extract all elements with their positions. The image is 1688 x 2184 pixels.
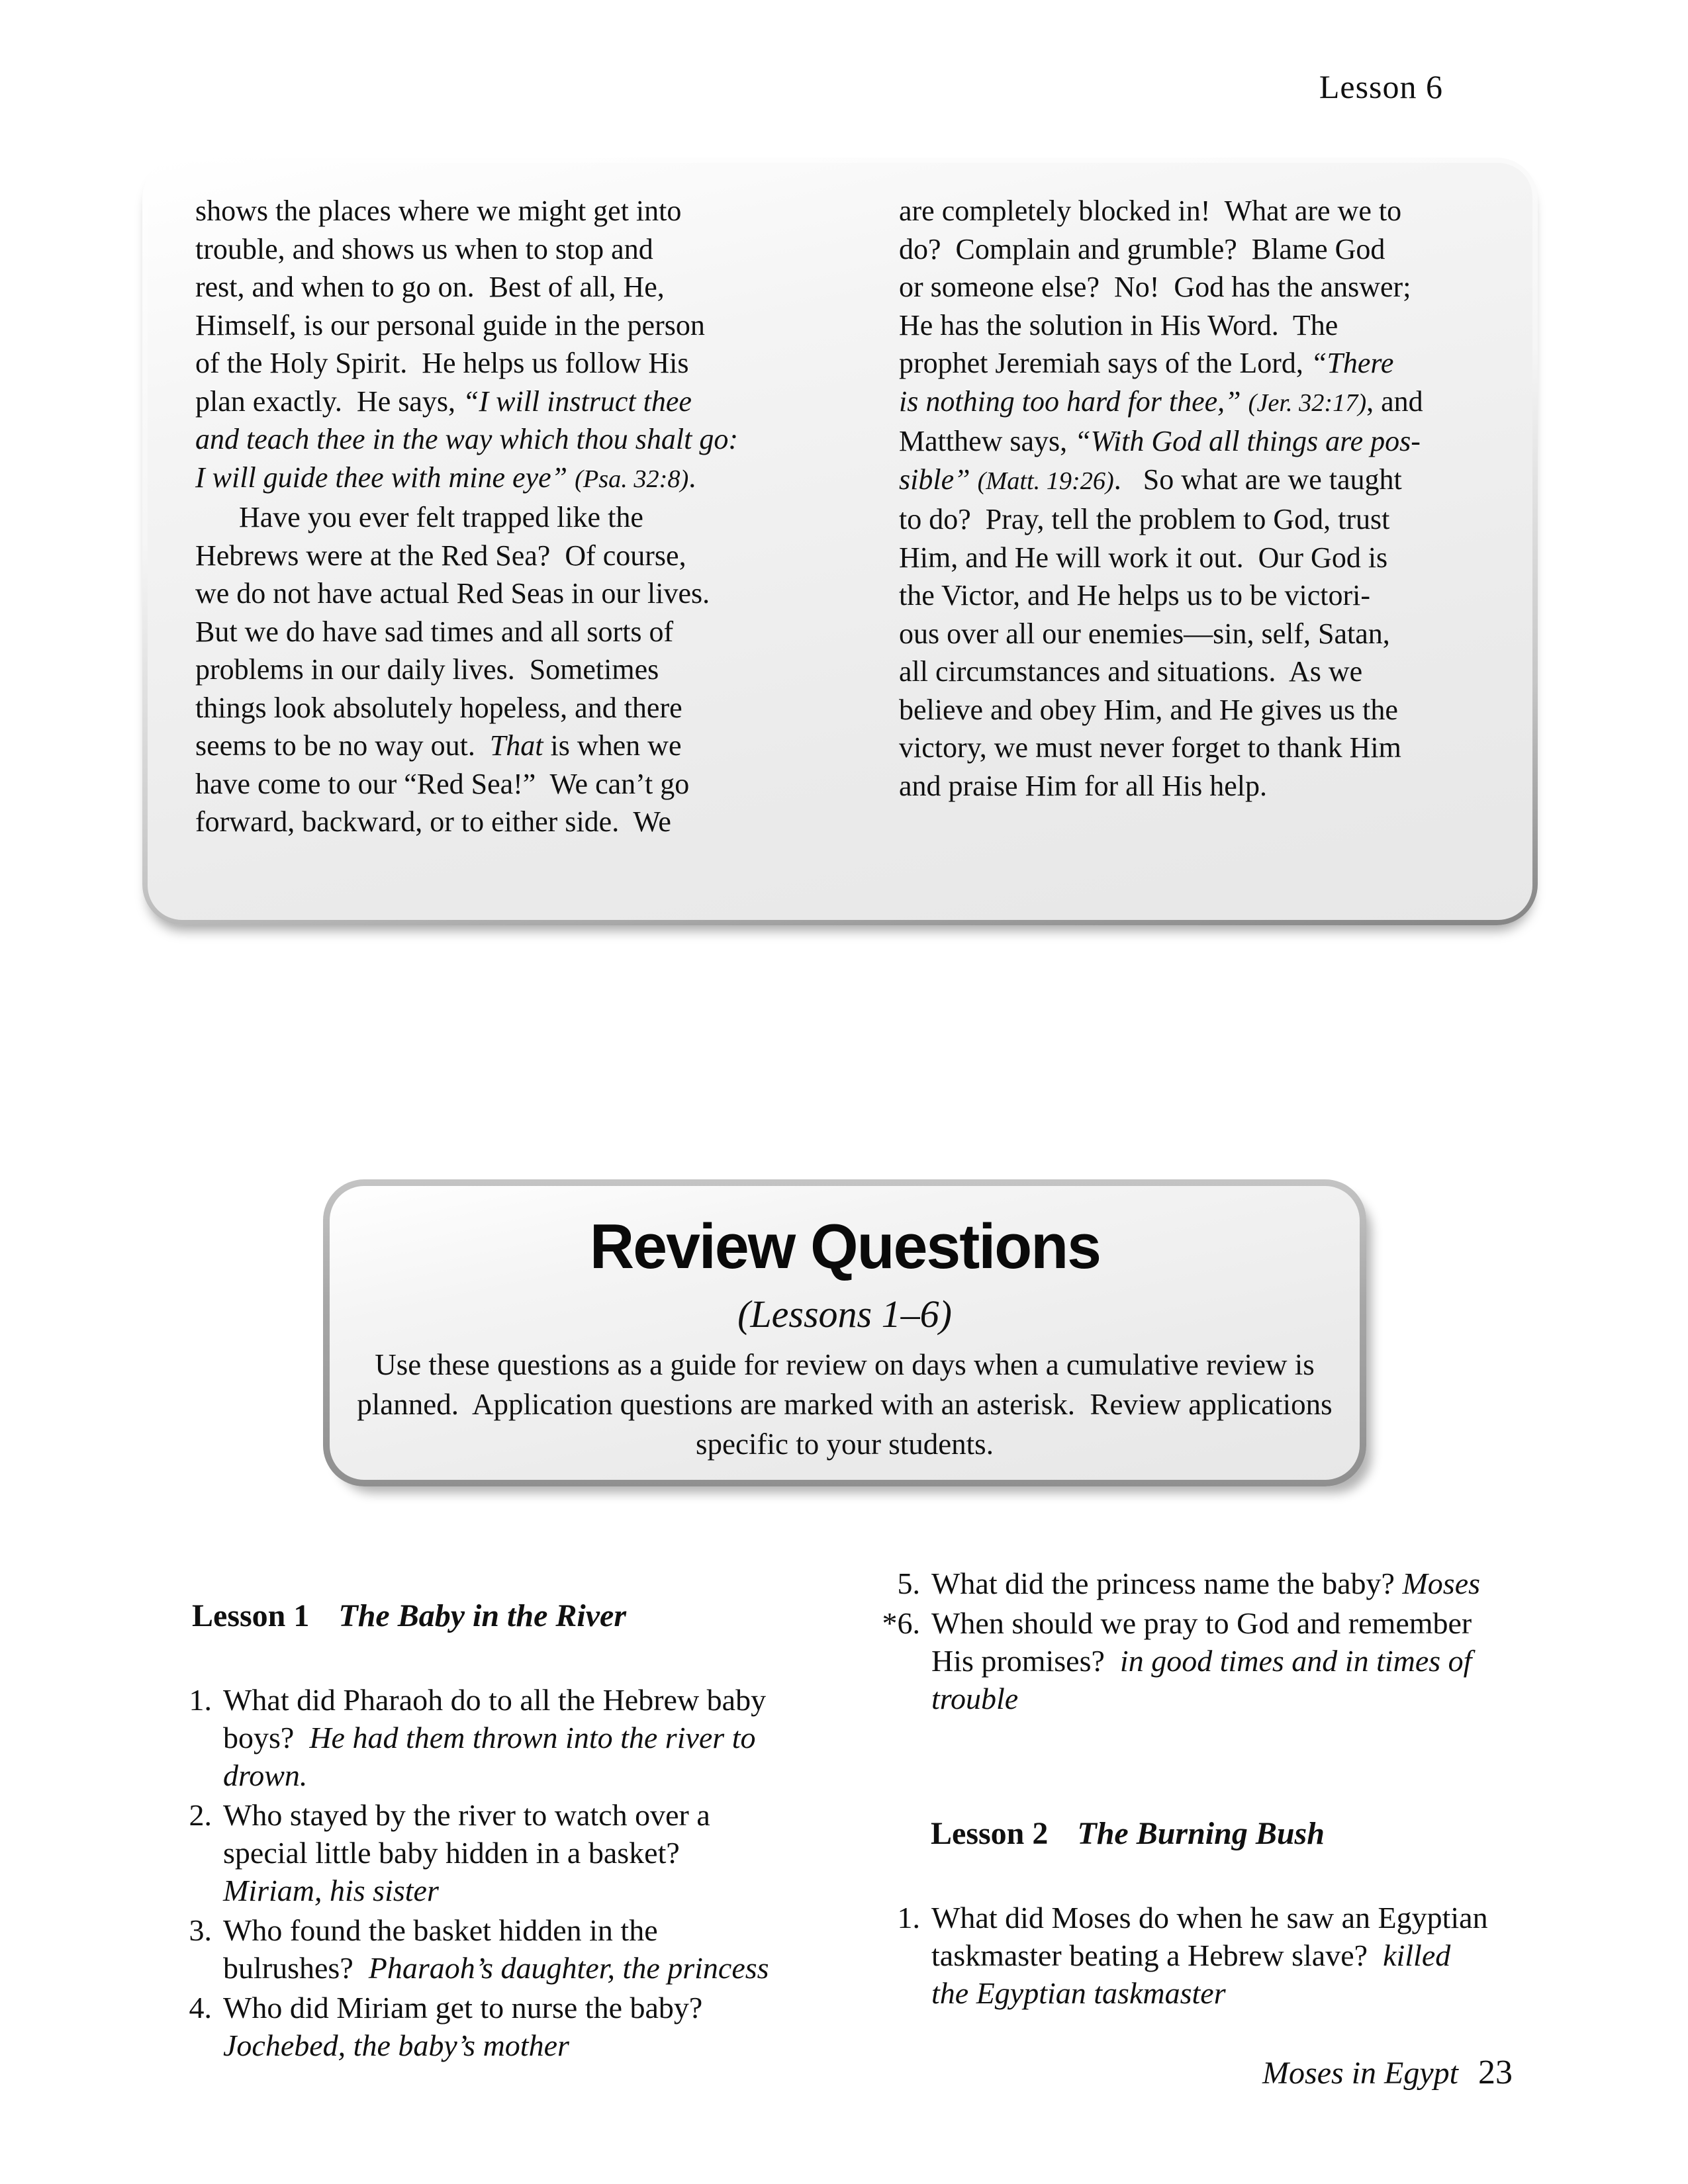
text-line	[195, 613, 818, 651]
text-line	[195, 230, 818, 269]
lesson2-heading	[867, 1774, 1609, 1893]
text-line	[195, 268, 818, 306]
lesson1-heading	[144, 1557, 846, 1676]
text-line	[899, 383, 1521, 423]
review-questions-title: Review Questions	[589, 1211, 1100, 1282]
text-line	[195, 574, 818, 613]
lesson2-questions	[867, 1899, 1609, 2012]
text-segment: “I will instruct thee	[463, 385, 692, 418]
text-segment: Who did Miriam get to nurse the baby?	[223, 1991, 710, 2025]
text-segment: rest, and when to go on. Best of all, He,	[195, 271, 665, 303]
text-line	[195, 689, 818, 727]
text-line	[195, 420, 818, 459]
text-segment: Himself, is our personal guide in the person	[195, 308, 705, 341]
text-line	[195, 344, 818, 383]
text-line	[899, 268, 1521, 306]
text-segment: Who found the basket hidden in the bulrushes?	[223, 1913, 666, 1985]
text-line	[899, 192, 1521, 230]
question-row	[867, 1604, 1609, 1717]
text-line	[899, 767, 1521, 805]
question-number: 1.	[897, 1901, 920, 1934]
text-segment: (Matt. 19:26)	[977, 467, 1114, 495]
text-segment: “There	[1310, 347, 1394, 379]
text-segment: to do? Pray, tell the problem to God, trust	[899, 503, 1390, 535]
question-number: *6.	[882, 1606, 920, 1640]
text-segment: When should we pray to God and remember His promises?	[931, 1606, 1479, 1678]
story-column-right	[899, 192, 1521, 841]
text-line	[899, 230, 1521, 269]
text-segment: killed the Egyptian taskmaster	[931, 1938, 1458, 2010]
text-segment: Miriam, his sister	[223, 1874, 439, 1907]
question-row	[144, 1681, 846, 1794]
text-segment: and praise Him for all His help.	[899, 769, 1267, 802]
question-number: 2.	[189, 1798, 212, 1832]
text-line	[195, 383, 818, 421]
lesson1-questions-left	[144, 1681, 846, 2064]
review-questions-subtitle: (Lessons 1–6)	[737, 1293, 952, 1336]
text-segment: in good times and in times of trouble	[931, 1644, 1479, 1715]
text-segment: Pharaoh’s daughter, the princess	[368, 1951, 769, 1985]
story-box-surface	[148, 163, 1532, 920]
text-segment: have come to our “Red Sea!” We can’t go	[195, 767, 690, 800]
text-segment: Who stayed by the river to watch over a special little baby hidden in a basket?	[223, 1798, 718, 1870]
question-row	[144, 1989, 846, 2064]
text-segment: forward, backward, or to either side. We	[195, 805, 671, 838]
text-line	[195, 727, 818, 765]
text-segment: and teach thee in the way which thou shalt go:	[195, 423, 738, 455]
text-line	[899, 691, 1521, 729]
question-row	[867, 1899, 1609, 2012]
text-line	[899, 306, 1521, 345]
text-segment: He had them thrown into the river to drown.	[223, 1721, 763, 1792]
text-segment: we do not have actual Red Seas in our lives.	[195, 577, 710, 610]
text-segment	[1241, 385, 1248, 418]
question-text	[931, 1899, 1494, 2012]
text-segment: trouble, and shows us when to stop and	[195, 232, 653, 265]
text-segment: problems in our daily lives. Sometimes	[195, 653, 659, 686]
question-number: 5.	[897, 1567, 920, 1600]
question-text	[223, 1911, 786, 1987]
text-segment: things look absolutely hopeless, and there	[195, 691, 682, 724]
text-segment: Have you ever felt trapped like the	[239, 501, 643, 533]
lesson1-title: The Baby in the River	[338, 1598, 627, 1633]
text-line	[195, 803, 818, 841]
text-segment: or someone else? No! God has the answer;	[899, 271, 1411, 303]
text-line	[195, 192, 818, 230]
text-line	[195, 498, 818, 537]
text-segment	[567, 461, 575, 494]
text-segment: are completely blocked in! What are we to	[899, 195, 1402, 227]
story-box	[142, 158, 1538, 925]
text-line	[899, 653, 1521, 691]
text-line	[195, 537, 818, 575]
text-segment: .	[688, 461, 696, 494]
text-segment: Jochebed, the baby’s mother	[223, 2028, 569, 2062]
text-segment: , and	[1366, 385, 1423, 418]
text-line	[899, 615, 1521, 653]
text-segment: Him, and He will work it out. Our God is	[899, 541, 1388, 574]
text-segment: of the Holy Spirit. He helps us follow His	[195, 347, 689, 379]
text-line	[899, 576, 1521, 615]
text-line	[195, 765, 818, 803]
text-segment: is when we	[543, 729, 682, 762]
text-line	[195, 651, 818, 689]
text-segment: Moses	[1402, 1567, 1481, 1600]
text-segment: all circumstances and situations. As we	[899, 655, 1363, 688]
text-line	[899, 729, 1521, 767]
text-line	[195, 459, 818, 499]
text-line	[899, 500, 1521, 539]
text-segment: ous over all our enemies—sin, self, Satan,	[899, 617, 1390, 650]
text-segment: What did Moses do when he saw an Egyptian taskmaster beating a Hebrew slave?	[931, 1901, 1496, 1972]
qa-column-right	[867, 1557, 1609, 2014]
lesson2-label: Lesson 2	[931, 1816, 1049, 1851]
text-segment: “With God all things are pos-	[1074, 425, 1421, 457]
question-text	[931, 1565, 1494, 1602]
text-segment: the Victor, and He helps us to be victori-	[899, 579, 1371, 612]
footer-book-title: Moses in Egypt	[1262, 2056, 1458, 2091]
text-segment: Matthew says,	[899, 425, 1075, 457]
text-segment: sible”	[899, 463, 970, 496]
text-segment: He has the solution in His Word. The	[899, 308, 1338, 341]
text-segment	[970, 463, 978, 496]
question-number: 4.	[189, 1991, 212, 2025]
text-segment: (Psa. 32:8)	[575, 465, 689, 493]
footer-page-number: 23	[1478, 2054, 1513, 2091]
story-columns	[148, 163, 1532, 841]
question-row	[867, 1565, 1609, 1602]
text-segment: victory, we must never forget to thank Him	[899, 731, 1401, 764]
text-segment: But we do have sad times and all sorts of	[195, 615, 674, 648]
text-line	[195, 306, 818, 345]
text-line	[899, 422, 1521, 461]
question-row	[144, 1796, 846, 1909]
question-text	[931, 1604, 1494, 1717]
text-line	[899, 344, 1521, 383]
lesson1-questions-right	[867, 1565, 1609, 1717]
text-segment: believe and obey Him, and He gives us the	[899, 693, 1398, 726]
text-line	[899, 539, 1521, 577]
review-questions-surface	[330, 1186, 1360, 1480]
text-segment: That	[489, 729, 543, 762]
question-row	[144, 1911, 846, 1987]
text-segment: Hebrews were at the Red Sea? Of course,	[195, 539, 686, 572]
lesson1-label: Lesson 1	[192, 1598, 310, 1633]
text-segment: prophet Jeremiah says of the Lord,	[899, 347, 1311, 379]
lesson2-title: The Burning Bush	[1077, 1816, 1325, 1851]
page-footer	[1262, 2053, 1513, 2092]
text-segment: shows the places where we might get into	[195, 195, 682, 227]
question-number: 1.	[189, 1683, 212, 1717]
text-line	[899, 461, 1521, 501]
text-segment: What did the princess name the baby?	[931, 1567, 1403, 1600]
story-column-left	[195, 192, 818, 841]
question-number: 3.	[189, 1913, 212, 1947]
text-segment: plan exactly. He says,	[195, 385, 463, 418]
lesson2-block	[867, 1774, 1609, 2012]
question-text	[223, 1989, 786, 2064]
text-segment: seems to be no way out.	[195, 729, 490, 762]
text-segment: I will guide thee with mine eye”	[195, 461, 568, 494]
text-segment: What did Pharaoh do to all the Hebrew baby boys?	[223, 1683, 774, 1754]
page-header-lesson: Lesson 6	[1319, 68, 1443, 105]
text-segment: is nothing too hard for thee,”	[899, 385, 1241, 418]
qa-column-left	[144, 1557, 846, 2066]
question-text	[223, 1796, 786, 1909]
question-text	[223, 1681, 786, 1794]
review-questions-instructions: Use these questions as a guide for review on days when a cumulative review is planned. Application questions are marked with an asterisk. Review applications specific to your students.	[357, 1347, 1340, 1461]
review-questions-box	[323, 1179, 1366, 1486]
text-segment: . So what are we taught	[1113, 463, 1402, 496]
text-segment: (Jer. 32:17)	[1248, 388, 1367, 417]
text-segment: do? Complain and grumble? Blame God	[899, 232, 1385, 265]
